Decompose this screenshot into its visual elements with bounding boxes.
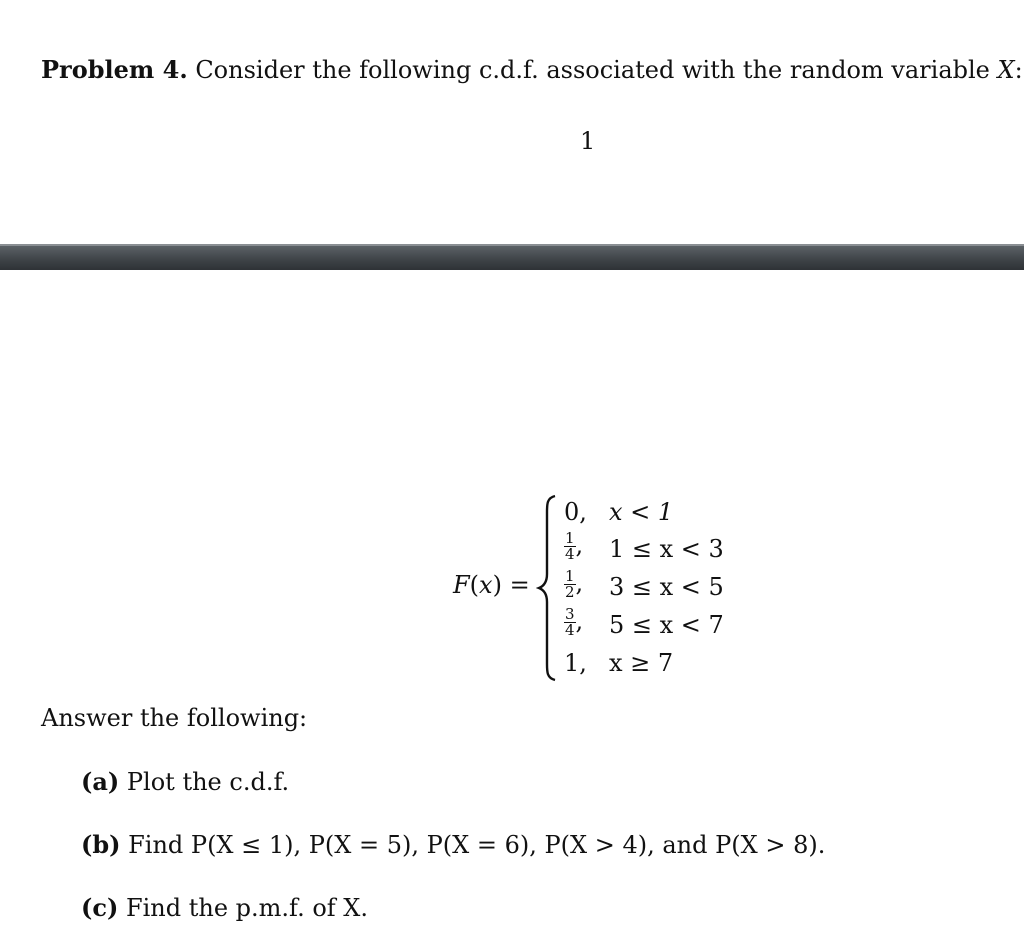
cdf-case-condition: 3 ≤ x < 5	[609, 573, 724, 601]
part-text: Find P(X ≤ 1), P(X = 5), P(X = 6), P(X > 4), and P(X > 8).	[128, 831, 826, 859]
part-c	[81, 893, 369, 922]
problem-variable: X	[997, 56, 1015, 84]
cdf-func: F	[453, 571, 470, 599]
cdf-lhs: F(x) =	[453, 571, 530, 599]
cdf-case-condition: 1 ≤ x < 3	[609, 535, 724, 563]
cdf-case-value: $\frac{1}{2}$ ,	[565, 567, 584, 601]
problem-text: Consider the following c.d.f. associated with the random variable	[195, 56, 990, 84]
page-divider	[0, 246, 1024, 270]
cdf-equals: =	[509, 571, 530, 599]
part-label: (b)	[81, 830, 121, 859]
part-text: Plot the c.d.f.	[126, 768, 290, 796]
fraction: $\frac{1}{2}$	[565, 567, 575, 601]
part-text: Find the p.m.f. of X.	[125, 894, 369, 922]
cdf-case-condition: x ≥ 7	[609, 649, 674, 677]
cdf-case-condition: 5 ≤ x < 7	[609, 611, 724, 639]
problem-suffix: :	[1014, 56, 1023, 84]
cdf-case-value: 1,	[564, 649, 587, 677]
fraction: $\frac{1}{4}$	[565, 529, 575, 563]
cdf-case-value: $\frac{3}{4}$ ,	[565, 605, 584, 639]
cdf-case-condition: x < 1	[609, 498, 674, 526]
cdf-case-value: $\frac{1}{4}$ ,	[565, 529, 584, 563]
problem-label: Problem 4.	[41, 55, 188, 84]
left-brace	[536, 494, 560, 682]
part-label: (c)	[81, 893, 119, 922]
answer-intro: Answer the following:	[41, 704, 308, 732]
cdf-arg: x	[479, 571, 493, 599]
part-label: (a)	[81, 767, 120, 796]
page-number: 1	[580, 127, 596, 155]
fraction: $\frac{3}{4}$	[565, 605, 575, 639]
cdf-case-value: 0,	[564, 498, 587, 526]
part-b	[81, 830, 826, 859]
part-a	[81, 767, 290, 796]
problem-statement	[41, 55, 1023, 84]
